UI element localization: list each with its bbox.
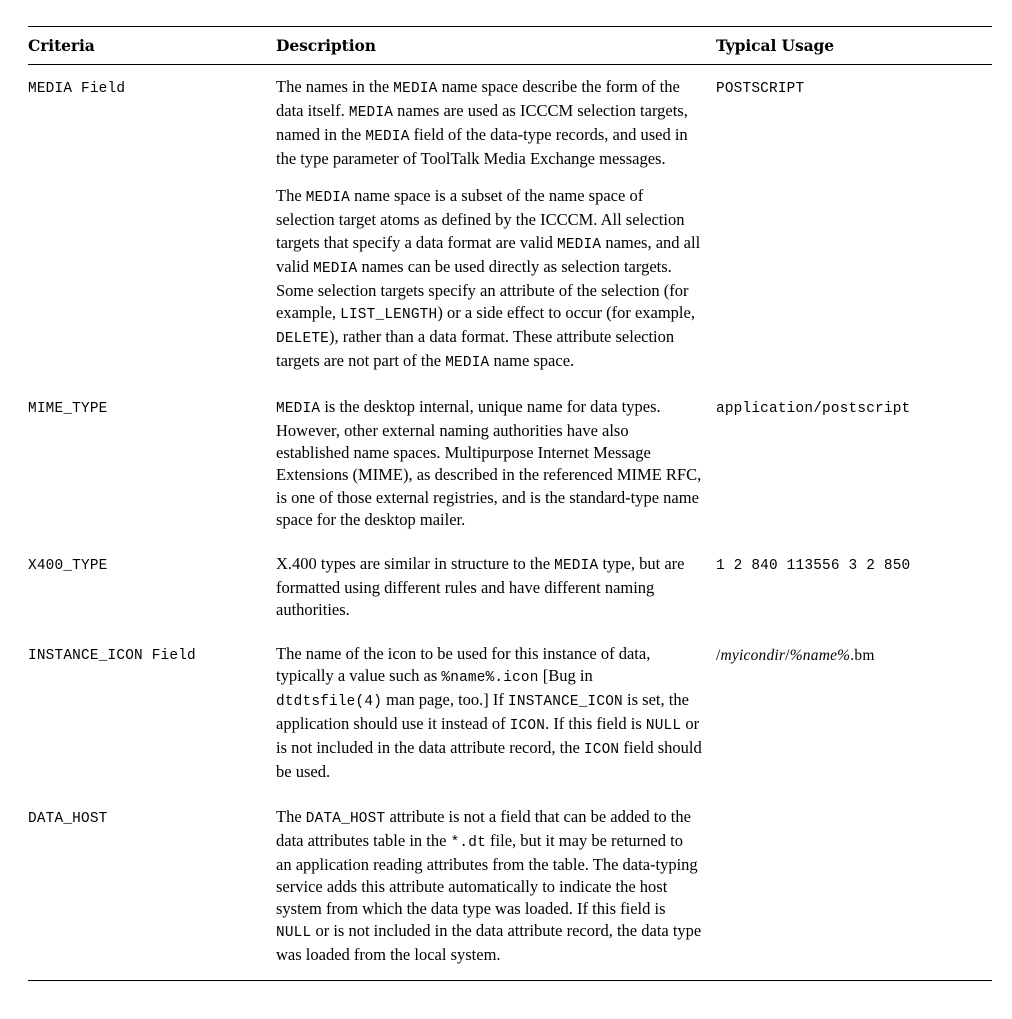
inline-code: MEDIA [445,355,490,372]
typical-usage-cell [716,632,992,795]
inline-text: field of the data-type records, and used in the type parameter of ToolTalk Media Exchange messages. [276,125,688,169]
inline-code: ICON [509,718,546,735]
description-paragraph [276,185,702,374]
table-row [28,632,992,795]
description-paragraph [276,643,702,784]
inline-text: or is not included in the data attribute record, the data type was loaded from the local system. [276,921,702,965]
inline-code: dtdtsfile(4) [276,694,383,711]
typical-usage-cell [716,795,992,981]
inline-text: / [785,646,790,664]
inline-code: %name%.icon [441,670,539,687]
inline-text: type, but are formatted using different rules and have different naming authorities. [276,553,685,619]
description-paragraph [276,396,702,531]
description-cell [276,542,716,632]
criteria-cell: MIME_TYPE [28,401,108,418]
criteria-table [28,26,992,981]
typical-usage-cell: POSTSCRIPT [716,81,805,97]
inline-code: DATA_HOST [305,810,386,827]
typical-usage-cell: 1 2 840 113556 3 2 850 [716,557,911,574]
inline-code: MEDIA [557,236,602,253]
inline-code: LIST_LENGTH [340,306,438,323]
inline-code: MEDIA [305,190,350,207]
inline-code: MEDIA [393,81,438,97]
inline-text: names are used as ICCCM selection targets, named in the [276,101,688,145]
inline-code: MEDIA [276,401,321,418]
description-cell [276,385,716,542]
inline-text: name space is a subset of the name space of selection target atoms as defined by the ICCCM. All selection targets that specify a data format are valid [276,186,685,252]
inline-text: attribute is not a field that can be added to the data attributes table in the [276,806,691,850]
inline-text: . If this field is [545,714,646,734]
description-cell [276,795,716,981]
inline-text: man page, too.] If [382,690,509,710]
description-paragraph [276,76,702,170]
criteria-cell: MEDIA Field [28,81,126,97]
column-header-typical-usage: Typical Usage [716,27,992,65]
description-cell [276,632,716,795]
inline-code: ICON [583,742,620,759]
inline-text: The [276,186,306,206]
description-cell [276,65,716,386]
inline-text: names can be used directly as selection targets. Some selection targets specify an attribute of the selection (for example, [276,256,689,322]
table-header-row [28,27,992,65]
table-row [28,795,992,981]
inline-text: ) or a side effect to occur (for example, [437,302,695,322]
inline-code: DELETE [276,330,330,347]
column-header-criteria: Criteria [28,27,276,65]
inline-text: ), rather than a data format. These attribute selection targets are not part of the [276,326,675,371]
column-header-description: Description [276,27,716,65]
table-header [28,27,992,65]
inline-code: NULL [276,925,312,941]
criteria-cell: DATA_HOST [28,795,276,981]
usage-value [716,647,875,664]
inline-text: The [276,806,306,826]
inline-italic: %name% [789,646,851,664]
inline-code: MEDIA [554,557,599,574]
table-row [28,542,992,632]
description-paragraph [276,553,702,621]
inline-code: MEDIA [348,105,394,122]
inline-text: [Bug in [538,666,593,686]
typical-usage-cell: application/postscript [716,401,911,418]
inline-text: name space describe the form of the data itself. [276,77,680,121]
table-row [28,65,992,386]
inline-text: X.400 types are similar in structure to the [276,553,555,573]
inline-text: The names in the [276,77,394,96]
table-body [28,65,992,981]
inline-text: names, and all valid [276,232,701,276]
criteria-cell: INSTANCE_ICON Field [28,647,196,664]
inline-text: is set, the application should use it instead of [276,690,689,734]
criteria-cell: X400_TYPE [28,557,108,574]
inline-text: The name of the icon to be used for this instance of data, typically a value such as [276,643,651,686]
inline-text: .bm [850,646,875,664]
inline-text: is the desktop internal, unique name for data types. However, other external naming authorities have also established name spaces. Multipurpose Internet Message Extensions (MIME), as described in the referenced MIME RFC, is one of those external registries, and is the standard-type name space for the desktop mailer. [276,397,702,529]
inline-text: or is not included in the data attribute record, the [276,714,700,758]
inline-text: file, but it may be returned to an application reading attributes from the table. The data-typing service adds this attribute automatically to indicate the host system from which the data type was loaded. If this field is [276,830,698,918]
inline-code: MEDIA [365,129,410,146]
inline-code: *.dt [450,834,486,851]
inline-code: MEDIA [313,260,358,277]
inline-text: name space. [489,351,575,371]
inline-code: INSTANCE_ICON [508,694,623,711]
inline-code: NULL [645,718,682,735]
inline-italic: myicondir [720,646,786,664]
inline-text: / [716,646,721,664]
description-paragraph [276,806,702,967]
inline-text: field should be used. [276,738,702,782]
table-row [28,385,992,542]
